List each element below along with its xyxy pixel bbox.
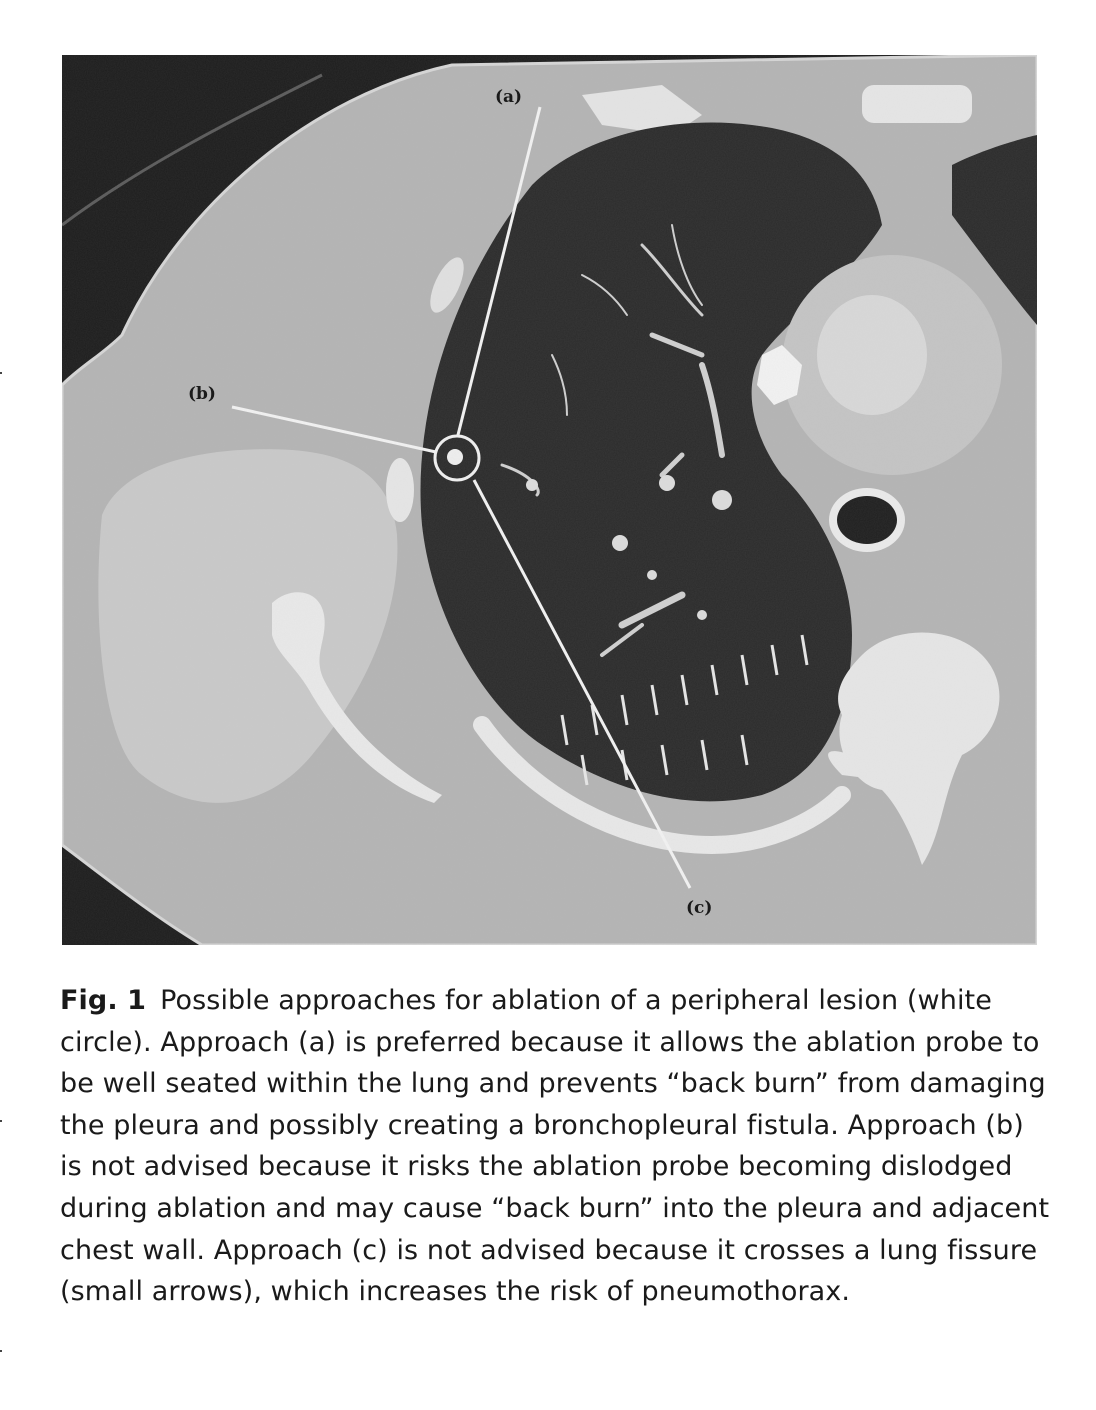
label-c: (c) (686, 898, 713, 918)
caption-text: Possible approaches for ablation of a peripheral lesion (white circle). Approach (a) is preferred because it allows the ablation probe to be well seated within the lung and prevents “back burn” from damaging the pleura and possibly creating a bronchopleural fistula. Approach (b) is not advised because it risks the ablation probe becoming dislodged during ablation and may cause “back burn” into the pleura and adjacent chest wall. Approach (c) is not advised because it crosses a lung fissure (small arrows), which increases the risk of pneumothorax. (60, 985, 1050, 1308)
margin-mark (0, 1350, 2, 1352)
label-b: (b) (188, 384, 216, 404)
scan-texture (62, 55, 1037, 945)
figure-caption (60, 980, 1050, 1313)
ct-scan-image (62, 55, 1037, 945)
label-a: (a) (495, 87, 523, 107)
ct-scan-drawing (62, 55, 1037, 945)
figure-label: Fig. 1 (60, 985, 147, 1016)
margin-mark (0, 372, 2, 374)
margin-mark (0, 1120, 2, 1122)
